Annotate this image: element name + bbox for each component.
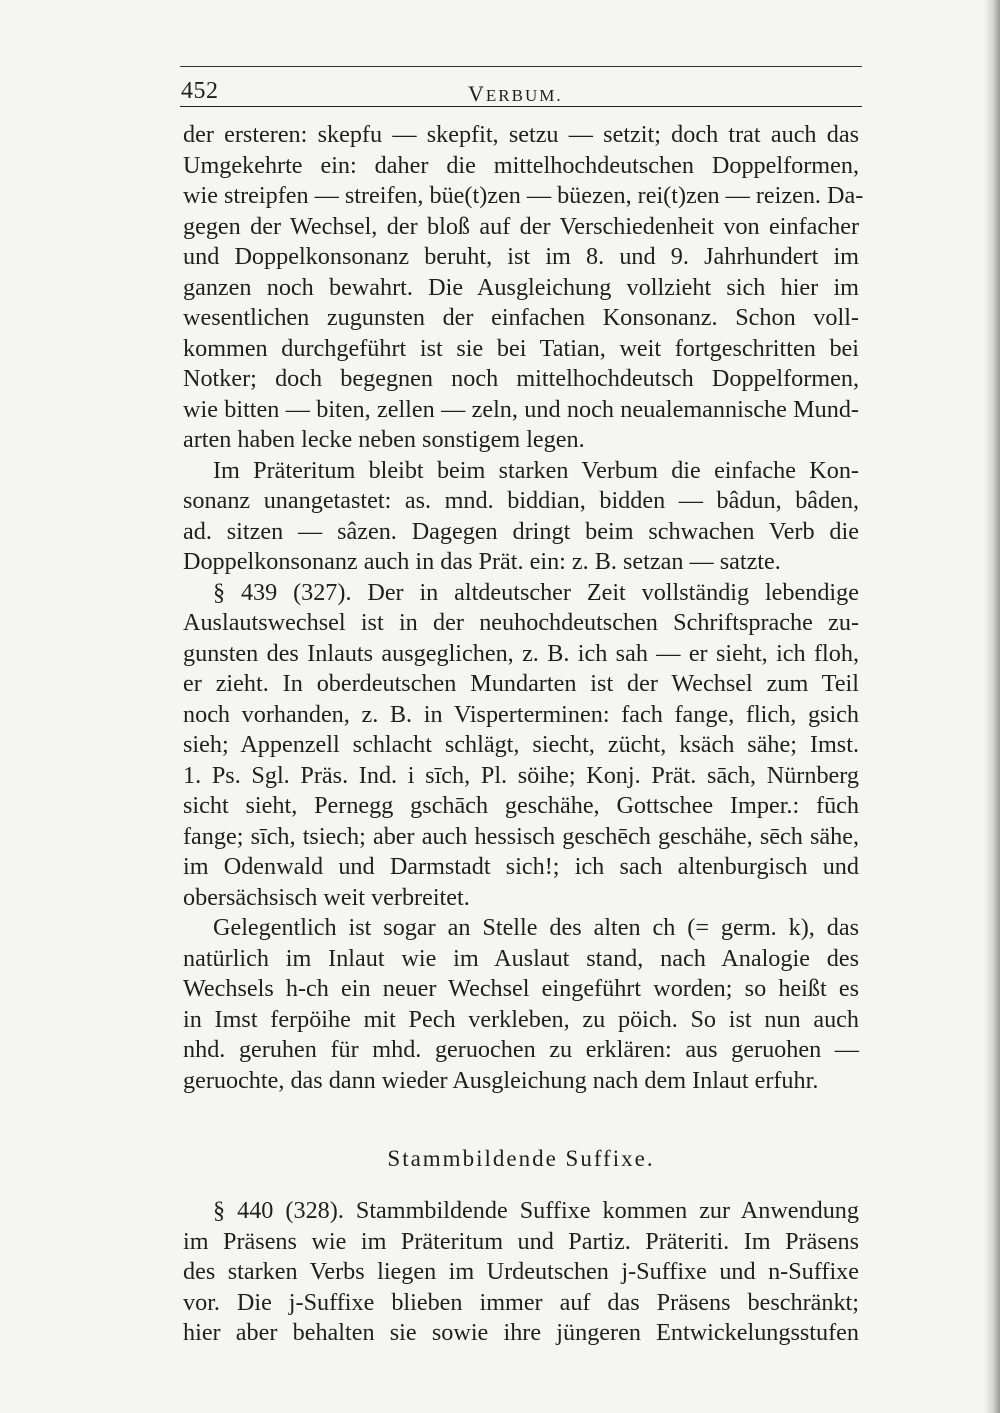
section-heading: Stammbildende Suffixe. <box>387 1146 655 1171</box>
text-line: und Doppelkonsonanz beruht, ist im 8. und 9. Jahrhundert im <box>183 243 859 270</box>
text-line: Doppelkonsonanz auch in das Prät. ein: z. B. setzan — satzte. <box>183 548 781 575</box>
text-line: kommen durchgeführt ist sie bei Tatian, weit fortgeschritten bei <box>183 334 859 362</box>
text-line: im Odenwald und Darmstadt sich!; ich sach altenburgisch und <box>183 853 859 880</box>
text-line: wesentlichen zugunsten der einfachen Konsonanz. Schon voll- <box>183 304 859 331</box>
text-line: der ersteren: skepfu — skepfit, setzu — setzit; doch trat auch das <box>183 121 859 148</box>
paragraph-preterite <box>183 456 859 578</box>
text-line: arten haben lecke neben sonstigem legen. <box>183 426 585 453</box>
text-line: Notker; doch begegnen noch mittelhochdeutsch Doppelformen, <box>183 365 859 392</box>
page-number: 452 <box>181 78 219 104</box>
text-line: Gelegentlich ist sogar an Stelle des alten ch (= germ. k), das <box>213 914 859 941</box>
text-line: sicht sieht, Pernegg gschāch geschähe, Gottschee Imper.: fūch <box>183 792 859 819</box>
paragraph-analogy <box>183 913 859 1096</box>
text-line: obersächsisch weit verbreitet. <box>183 883 470 911</box>
paragraph-section-439 <box>183 578 859 914</box>
running-head-rest: ERBUM. <box>485 86 563 105</box>
text-line: § 440 (328). Stammbildende Suffixe kommen zur Anwendung <box>213 1197 859 1224</box>
text-line: fange; sīch, tsiech; aber auch hessisch geschēch geschähe, sēch sähe, <box>183 822 859 850</box>
running-head <box>468 81 563 107</box>
text-line: ganzen noch bewahrt. Die Ausgleichung vollzieht sich hier im <box>183 273 859 301</box>
text-line: noch vorhanden, z. B. in Visperterminen: fach fange, flich, gsich <box>183 700 859 728</box>
text-line: nhd. geruhen für mhd. geruochen zu erklären: aus geruohen — <box>183 1036 859 1063</box>
text-line: gunsten des Inlauts ausgeglichen, z. B. ich sah — er sieht, ich floh, <box>183 639 859 667</box>
page-body <box>183 120 864 1349</box>
paragraph-consonant-alternation <box>183 120 864 456</box>
text-line: Wechsels h-ch ein neuer Wechsel eingeführt worden; so heißt es <box>183 975 859 1002</box>
text-line: Im Präteritum bleibt beim starken Verbum die einfache Kon- <box>213 456 859 484</box>
header-rule-bottom <box>180 106 862 107</box>
book-spine-shadow <box>984 0 1000 1413</box>
text-line: vor. Die j-Suffixe blieben immer auf das Präsens beschränkt; <box>183 1288 859 1316</box>
header-rule-top <box>180 66 862 67</box>
text-line: des starken Verbs liegen im Urdeutschen j-Suffixe und n-Suffixe <box>183 1258 859 1285</box>
text-line: ad. sitzen — sâzen. Dagegen dringt beim schwachen Verb die <box>183 517 859 545</box>
text-line: im Präsens wie im Präteritum und Partiz. Präteriti. Im Präsens <box>183 1227 859 1255</box>
text-line: hier aber behalten sie sowie ihre jüngeren Entwickelungsstufen <box>183 1319 859 1346</box>
spacer <box>183 1174 859 1196</box>
text-line: geruochte, das dann wieder Ausgleichung nach dem Inlaut erfuhr. <box>183 1066 819 1094</box>
paragraph-section-440 <box>183 1196 859 1349</box>
text-line: in Imst ferpöihe mit Pech verkleben, zu pöich. So ist nun auch <box>183 1005 859 1033</box>
running-head-initial: V <box>468 81 486 106</box>
text-line: 1. Ps. Sgl. Präs. Ind. i sīch, Pl. söihe; Konj. Prät. sāch, Nürnberg <box>183 761 859 789</box>
text-line: natürlich im Inlaut wie im Auslaut stand, nach Analogie des <box>183 944 859 972</box>
text-line: sieh; Appenzell schlacht schlägt, siecht, zücht, ksäch sähe; Imst. <box>183 731 859 758</box>
text-line: gegen der Wechsel, der bloß auf der Verschiedenheit von einfacher <box>183 212 859 240</box>
text-line: er zieht. In oberdeutschen Mundarten ist der Wechsel zum Teil <box>183 670 859 697</box>
text-line: Umgekehrte ein: daher die mittelhochdeutschen Doppelformen, <box>183 151 859 179</box>
text-line: wie streipfen — streifen, büe(t)zen — büezen, rei(t)zen — reizen. Da- <box>183 182 864 209</box>
text-line: Auslautswechsel ist in der neuhochdeutschen Schriftsprache zu- <box>183 609 859 636</box>
text-line: § 439 (327). Der in altdeutscher Zeit vollständig lebendige <box>213 578 859 606</box>
spacer <box>183 1096 859 1144</box>
text-line: wie bitten — biten, zellen — zeln, und noch neualemannische Mund- <box>183 395 859 423</box>
text-line: sonanz unangetastet: as. mnd. biddian, bidden — bâdun, bâden, <box>183 487 859 514</box>
